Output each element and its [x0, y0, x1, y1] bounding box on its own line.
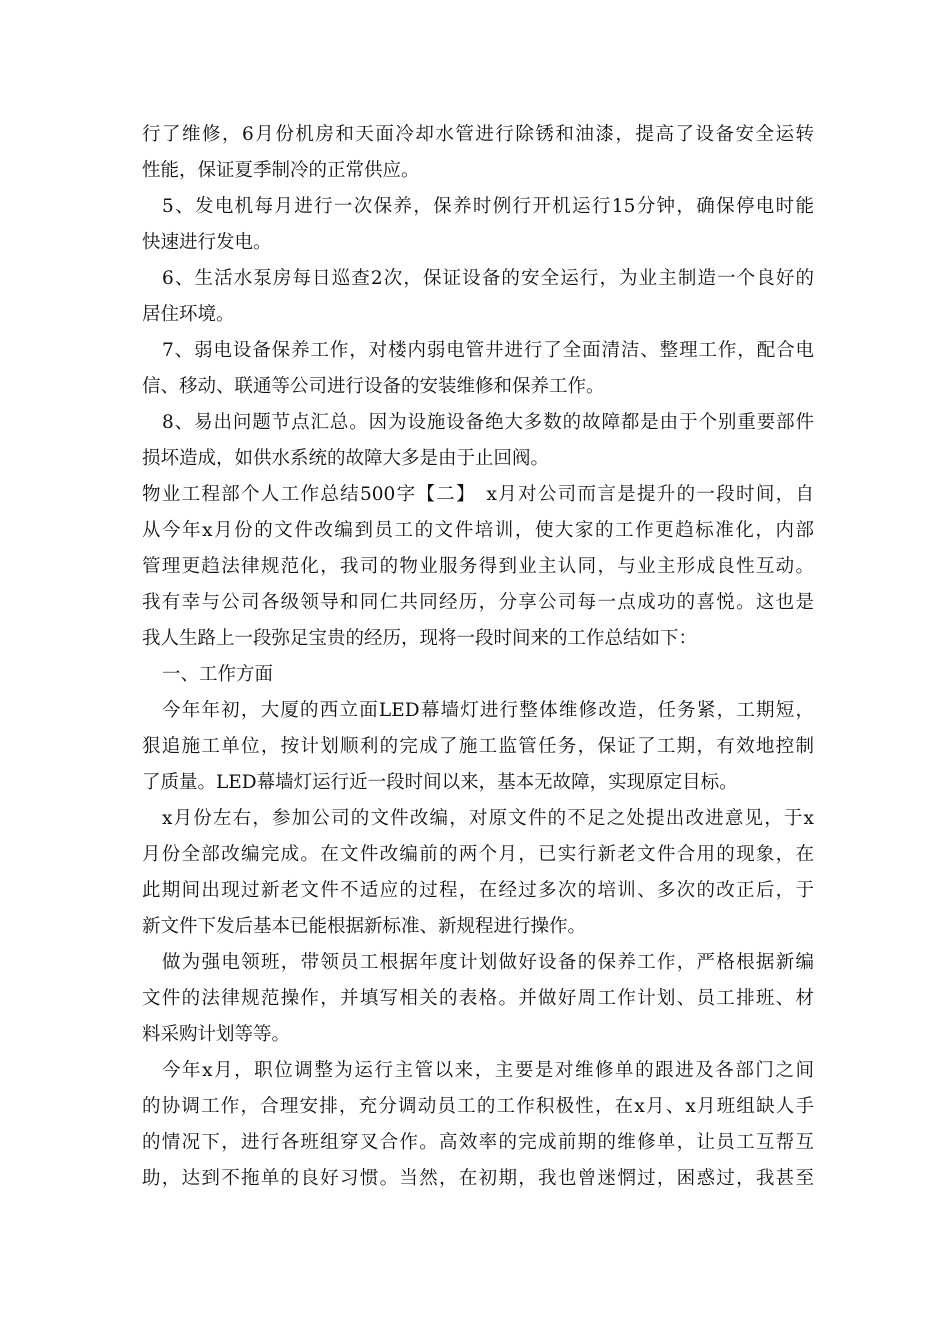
body-text-line: 的协调工作，合理安排，充分调动员工的工作积极性，在x月、x月班组缺人手: [142, 1096, 814, 1117]
body-text-line: 管理更趋法律规范化，我司的物业服务得到业主认同，与业主形成良性互动。: [142, 556, 814, 577]
body-text-line: 月份全部改编完成。在文件改编前的两个月，已实行新老文件合用的现象，在: [142, 844, 814, 865]
body-text-line: 的情况下，进行各班组穿叉合作。高效率的完成前期的维修单，让员工互帮互: [142, 1132, 814, 1153]
body-text-line: 5、发电机每月进行一次保养，保养时例行开机运行15分钟，确保停电时能: [162, 196, 814, 217]
body-text-line: 今年x月，职位调整为运行主管以来，主要是对维修单的跟进及各部门之间: [162, 1060, 814, 1081]
section-heading-line: 物业工程部个人工作总结500字【二】 x月对公司而言是提升的一段时间，自: [142, 484, 814, 505]
body-text-line: 行了维修，6月份机房和天面冷却水管进行除锈和油漆，提高了设备安全运转: [142, 124, 814, 145]
body-text-line: 助，达到不拖单的良好习惯。当然，在初期，我也曾迷惘过，困惑过，我甚至: [142, 1168, 814, 1189]
subheading-line: 一、工作方面: [162, 664, 274, 685]
body-text-line: 6、生活水泵房每日巡查2次，保证设备的安全运行，为业主制造一个良好的: [162, 268, 814, 289]
body-text-line: 料采购计划等等。: [142, 1024, 291, 1045]
body-text-line: 新文件下发后基本已能根据新标准、新规程进行操作。: [142, 916, 587, 937]
body-text-line: x月份左右，参加公司的文件改编，对原文件的不足之处提出改进意见，于x: [162, 808, 814, 829]
body-text-line: 我有幸与公司各级领导和同仁共同经历，分享公司每一点成功的喜悦。这也是: [142, 592, 814, 613]
body-text-line: 今年年初，大厦的西立面LED幕墙灯进行整体维修改造，任务紧，工期短，: [162, 700, 814, 721]
body-text-line: 了质量。LED幕墙灯运行近一段时间以来，基本无故障，实现原定目标。: [142, 772, 738, 793]
body-text-line: 损坏造成，如供水系统的故障大多是由于止回阀。: [142, 448, 550, 469]
body-text-line: 狠追施工单位，按计划顺利的完成了施工监管任务，保证了工期，有效地控制: [142, 736, 814, 757]
body-text-line: 信、移动、联通等公司进行设备的安装维修和保养工作。: [142, 376, 605, 397]
body-text-line: 我人生路上一段弥足宝贵的经历，现将一段时间来的工作总结如下：: [142, 628, 698, 649]
body-text-line: 8、易出问题节点汇总。因为设施设备绝大多数的故障都是由于个别重要部件: [162, 412, 814, 433]
body-text-line: 文件的法律规范操作，并填写相关的表格。并做好周工作计划、员工排班、材: [142, 988, 814, 1009]
body-text-line: 7、弱电设备保养工作，对楼内弱电管井进行了全面清洁、整理工作，配合电: [162, 340, 814, 361]
body-text-line: 做为强电领班，带领员工根据年度计划做好设备的保养工作，严格根据新编: [162, 952, 814, 973]
body-text-line: 从今年x月份的文件改编到员工的文件培训，使大家的工作更趋标准化，内部: [142, 520, 814, 541]
body-text-line: 快速进行发电。: [142, 232, 272, 253]
body-text-line: 居住环境。: [142, 304, 235, 325]
body-text-line: 性能，保证夏季制冷的正常供应。: [142, 160, 420, 181]
body-text-line: 此期间出现过新老文件不适应的过程，在经过多次的培训、多次的改正后，于: [142, 880, 814, 901]
